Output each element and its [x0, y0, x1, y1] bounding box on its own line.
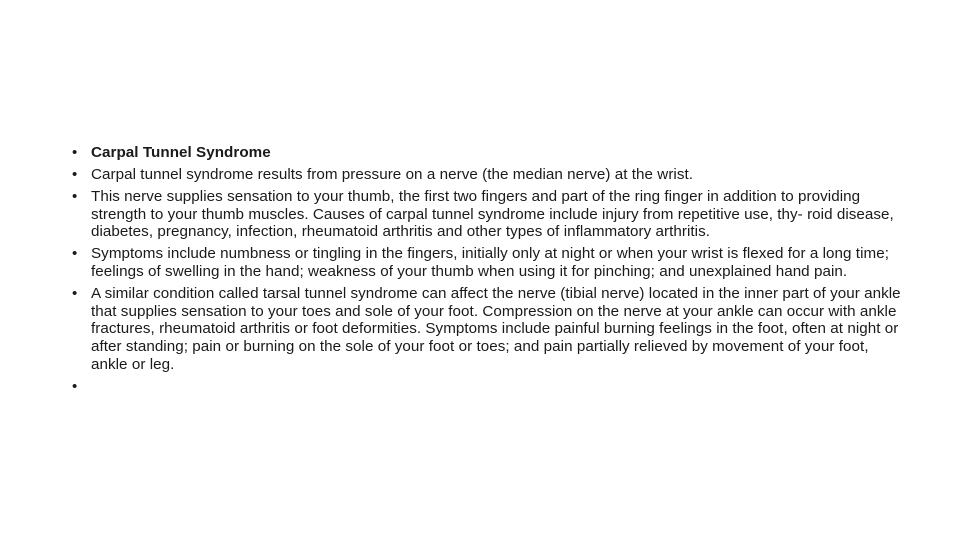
- bullet-dot: •: [72, 377, 78, 395]
- bullet-dot: •: [72, 245, 78, 263]
- slide-title-text: Carpal Tunnel Syndrome: [91, 144, 271, 161]
- bullet-dot: •: [72, 188, 78, 206]
- bullet-text: Symptoms include numbness or tingling in the fingers, initially only at night or when your wrist is flexed for a long time; feelings of swelling in the hand; weakness of your thumb when using it for pinching; and unexplained hand pain.: [91, 245, 889, 281]
- bullet-item-symptoms: [72, 245, 902, 280]
- bullet-dot: •: [72, 285, 78, 303]
- bullet-text: This nerve supplies sensation to your thumb, the first two fingers and part of the ring finger in addition to providing strength to your thumb muscles. Causes of carpal tunnel syndrome include injury from repetitive use, thy- roid disease, diabetes, pregnancy, infection, rheumatoid arthritis and other types of inflammatory arthritis.: [91, 188, 894, 241]
- bullet-list: [72, 144, 902, 400]
- bullet-dot: •: [72, 144, 78, 161]
- bullet-dot: •: [72, 166, 78, 184]
- bullet-item-title: [72, 144, 902, 162]
- bullet-item-empty: [72, 378, 902, 396]
- bullet-item-causes: [72, 188, 902, 241]
- bullet-item-definition: [72, 166, 902, 184]
- bullet-item-tarsal-tunnel: [72, 285, 902, 373]
- bullet-text: Carpal tunnel syndrome results from pressure on a nerve (the median nerve) at the wrist.: [91, 166, 694, 184]
- bullet-text: A similar condition called tarsal tunnel syndrome can affect the nerve (tibial nerve) located in the inner part of your ankle that supplies sensation to your toes and sole of your foot. Compression on the nerve at your ankle can occur with ankle fractures, rheumatoid arthritis or foot deformities. Symptoms include painful burning feelings in the foot, often at night or after standing; pain or burning on the sole of your foot or toes; and pain partially relieved by movement of your foot, ankle or leg.: [91, 285, 901, 373]
